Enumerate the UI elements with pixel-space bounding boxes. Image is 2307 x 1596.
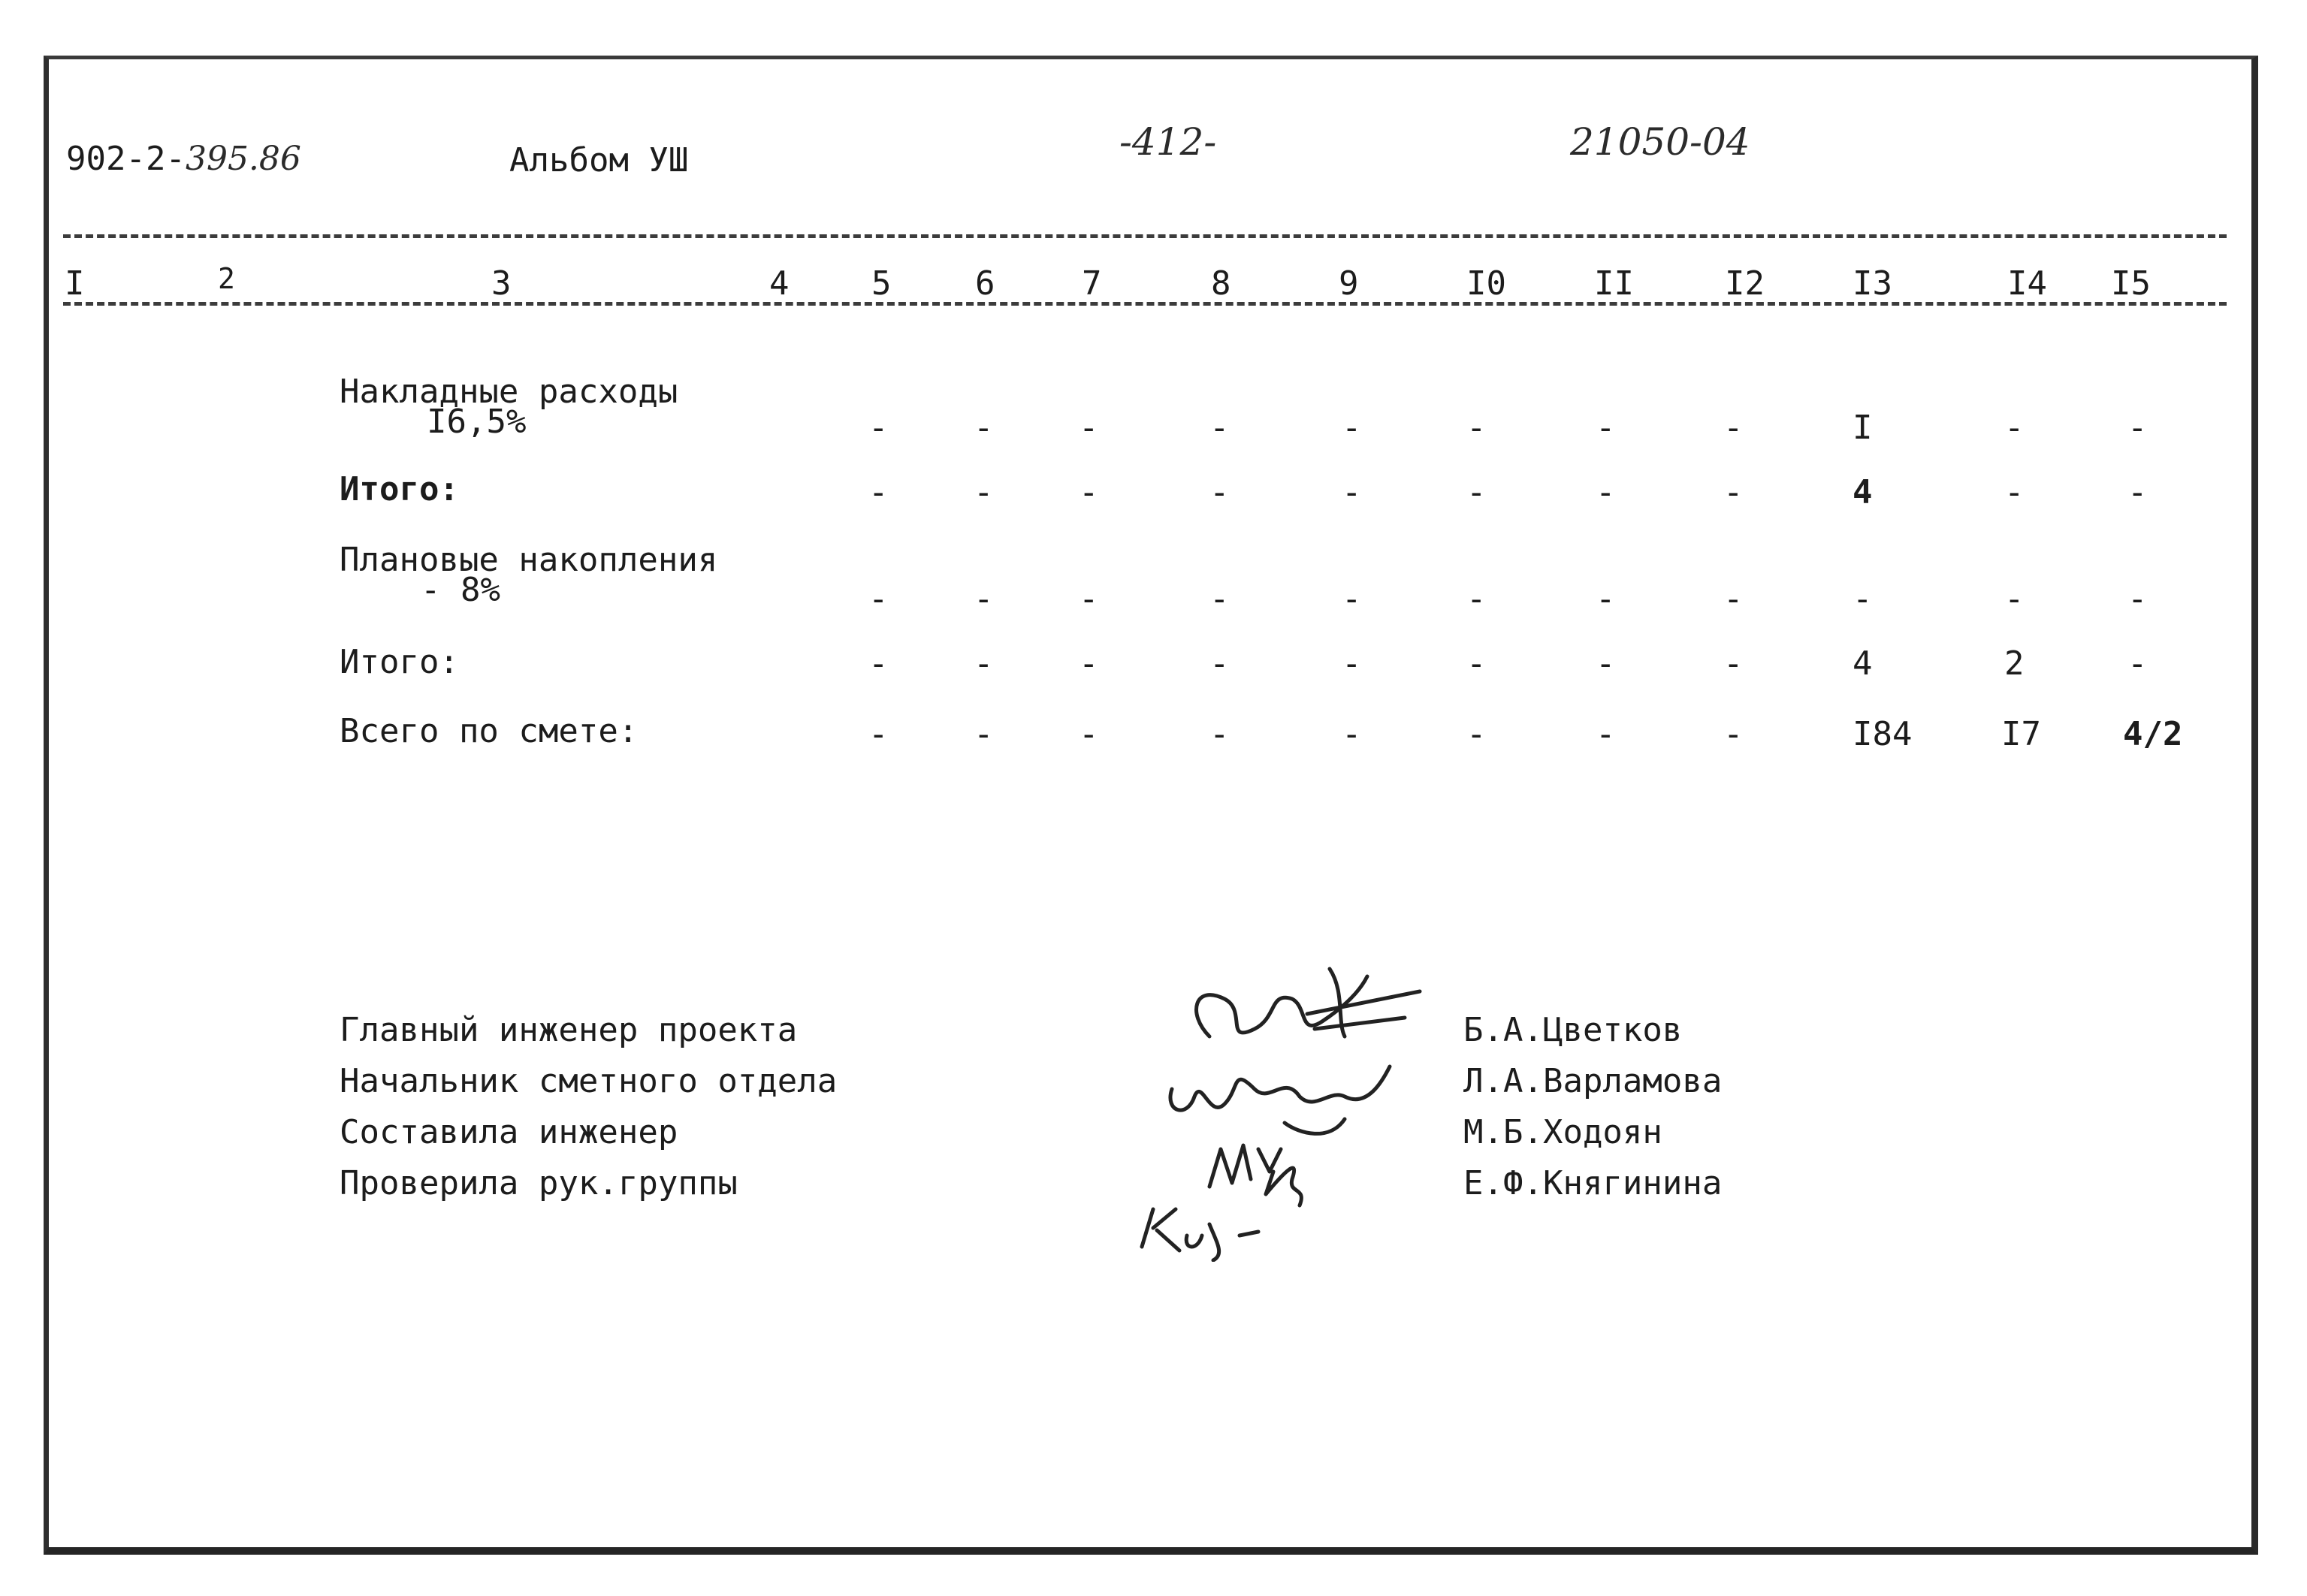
- cell: -: [868, 715, 889, 753]
- signer-title: Проверила рук.группы: [340, 1164, 738, 1202]
- col-header: I5: [2111, 264, 2151, 303]
- row-sublabel: I6,5%: [427, 403, 527, 441]
- cell: -: [868, 644, 889, 683]
- cell: -: [1079, 715, 1099, 753]
- cell: -: [1209, 644, 1230, 683]
- cell: -: [2127, 580, 2148, 618]
- cell: -: [1209, 473, 1230, 511]
- cell: -: [1596, 644, 1616, 683]
- cell: -: [974, 409, 994, 447]
- cell: -: [1596, 409, 1616, 447]
- cell: -: [1079, 644, 1099, 683]
- cell: -: [1466, 715, 1487, 753]
- col-header: I: [65, 264, 85, 303]
- cell: -: [2127, 409, 2148, 447]
- cell: -: [1342, 715, 1362, 753]
- row-label: Итого:: [340, 643, 459, 681]
- cell: -: [2004, 473, 2025, 511]
- cell: -: [974, 473, 994, 511]
- cell: -: [1342, 473, 1362, 511]
- cell: -: [1079, 409, 1099, 447]
- cell: -: [2127, 473, 2148, 511]
- cell: 4: [1853, 644, 1873, 683]
- cell: I84: [1853, 715, 1913, 753]
- cell: -: [1079, 473, 1099, 511]
- cell: -: [1342, 409, 1362, 447]
- signer-name: Л.А.Варламова: [1463, 1062, 1723, 1100]
- cell: -: [974, 644, 994, 683]
- row-sublabel: - 8%: [421, 571, 500, 609]
- col-header: 9: [1339, 264, 1359, 303]
- cell: I7: [2001, 715, 2041, 753]
- signer-title: Главный инженер проекта: [340, 1011, 798, 1049]
- cell: 2: [2004, 644, 2025, 683]
- col-header: 2: [218, 262, 235, 295]
- cell: -: [1723, 715, 1744, 753]
- cell: -: [868, 409, 889, 447]
- col-header: 3: [491, 264, 512, 303]
- cell: -: [1342, 580, 1362, 618]
- col-header: II: [1594, 264, 1634, 303]
- cell: -: [868, 580, 889, 618]
- cell: 4: [1853, 473, 1873, 511]
- col-header: 5: [871, 264, 892, 303]
- cell: -: [1466, 473, 1487, 511]
- cell: -: [1209, 715, 1230, 753]
- doc-code: 21050-04: [1570, 120, 1750, 164]
- cell: -: [1466, 409, 1487, 447]
- row-label: Накладные расходы: [340, 373, 678, 411]
- signer-title: Составила инженер: [340, 1113, 678, 1151]
- cell: -: [1079, 580, 1099, 618]
- col-header: 4: [769, 264, 790, 303]
- row-label: Итого:: [340, 470, 459, 508]
- row-label: Плановые накопления: [340, 541, 718, 579]
- cell: -: [2004, 409, 2025, 447]
- col-header: 8: [1211, 264, 1231, 303]
- cell: -: [1596, 715, 1616, 753]
- cell: -: [868, 473, 889, 511]
- signer-name: Б.А.Цветков: [1463, 1011, 1683, 1049]
- cell: -: [1723, 644, 1744, 683]
- cell: -: [974, 580, 994, 618]
- cell: 4/2: [2123, 715, 2183, 753]
- album-label: Альбом УШ: [509, 141, 689, 180]
- cell: -: [974, 715, 994, 753]
- col-header: I4: [2007, 264, 2047, 303]
- page-number: -412-: [1119, 120, 1217, 164]
- cell: I: [1853, 409, 1873, 447]
- signer-title: Начальник сметного отдела: [340, 1062, 838, 1100]
- signer-name: М.Б.Ходоян: [1463, 1113, 1662, 1151]
- col-header: 7: [1082, 264, 1102, 303]
- cell: -: [1466, 580, 1487, 618]
- cell: -: [1723, 409, 1744, 447]
- cell: -: [1342, 644, 1362, 683]
- cell: -: [1596, 580, 1616, 618]
- cell: -: [1466, 644, 1487, 683]
- page-frame: [44, 56, 2258, 1555]
- row-label: Всего по смете:: [340, 712, 639, 750]
- cell: -: [2127, 644, 2148, 683]
- signer-name: Е.Ф.Княгинина: [1463, 1164, 1723, 1202]
- cell: -: [1853, 580, 1873, 618]
- handwritten-signatures: [1119, 946, 1450, 1262]
- cell: -: [1723, 580, 1744, 618]
- cell: -: [1596, 473, 1616, 511]
- cell: -: [1723, 473, 1744, 511]
- col-header: I0: [1466, 264, 1506, 303]
- col-header: I3: [1853, 264, 1892, 303]
- cell: -: [1209, 409, 1230, 447]
- cell: -: [1209, 580, 1230, 618]
- col-header: 6: [975, 264, 995, 303]
- doc-number: 902-2-395.86: [66, 140, 301, 178]
- header-bottom-rule: [63, 302, 2227, 306]
- header-top-rule: [63, 234, 2227, 238]
- cell: -: [2004, 580, 2025, 618]
- col-header: I2: [1725, 264, 1765, 303]
